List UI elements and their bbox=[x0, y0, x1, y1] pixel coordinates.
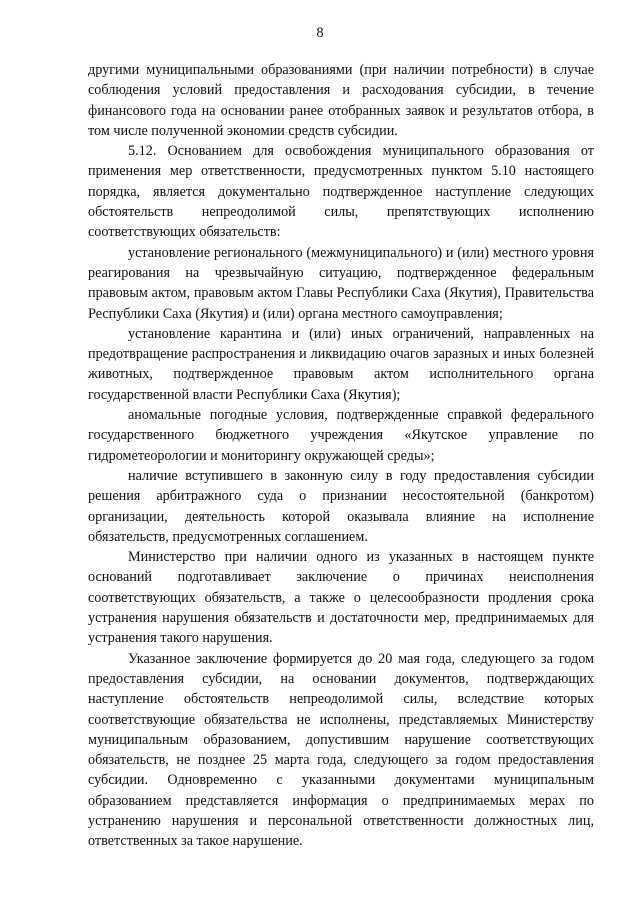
paragraph-ministry-conclusion: Министерство при наличии одного из указанных в настоящем пункте оснований подготавливает заключение о причинах неисполнения соответствующих обязательств, а также о целесообразности продления срока устранения нарушения обязательств и достаточности мер, предпринимаемых для устранения такого нарушения. bbox=[88, 549, 594, 647]
paragraph-quarantine: установление карантина и (или) иных ограничений, направленных на предотвращение распространения и ликвидацию очагов заразных и иных болезней животных, подтвержденное правовым актом исполнительного органа государственной власти Республики Саха (Якутия); bbox=[88, 325, 594, 403]
paragraph-bankruptcy: наличие вступившего в законную силу в году предоставления субсидии решения арбитражного суда о признании несостоятельной (банкротом) организации, деятельность которой оказывала влияние на исполнение обязательств, предусмотренных соглашением. bbox=[88, 467, 594, 545]
paragraph-conclusion-deadline: Указанное заключение формируется до 20 мая года, следующего за годом предоставления субсидии, на основании документов, подтверждающих наступление обстоятельств непреодолимой силы, вследствие которых соответствующие обязательства не исполнены, представляемых Министерству муниципальным образованием, допустившим нарушение соответствующих обязательств, не позднее 25 марта года, следующего за годом предоставления субсидии. Одновременно с указанными документами муниципальным образованием представляется информация о предпринимаемых мерах по устранению нарушения и персональной ответственности должностных лиц, ответственных за такое нарушение. bbox=[88, 650, 594, 850]
paragraph-5-12: 5.12. Основанием для освобождения муниципального образования от применения мер ответственности, предусмотренных пунктом 5.10 настоящего порядка, является документально подтвержденное наступление следующих обстоятельств непреодолимой силы, препятствующих исполнению соответствующих обязательств: bbox=[88, 143, 594, 241]
page-number: 8 bbox=[316, 25, 324, 41]
document-body bbox=[88, 60, 594, 852]
paragraph-continuation: другими муниципальными образованиями (при наличии потребности) в случае соблюдения условий предоставления и расходования субсидии, в течение финансового года на основании ранее отобранных заявок и результатов отбора, в том числе полученной экономии средств субсидии. bbox=[88, 62, 594, 139]
paragraph-emergency-response: установление регионального (межмуниципального) и (или) местного уровня реагирования на чрезвычайную ситуацию, подтвержденное федеральным правовым актом, правовым актом Главы Республики Саха (Якутия), Правительства Республики Саха (Якутия) и (или) органа местного самоуправления; bbox=[88, 244, 594, 322]
paragraph-weather-conditions: аномальные погодные условия, подтвержденные справкой федерального государственного бюджетного учреждения «Якутское управление по гидрометеорологии и мониторингу окружающей среды»; bbox=[88, 407, 594, 464]
